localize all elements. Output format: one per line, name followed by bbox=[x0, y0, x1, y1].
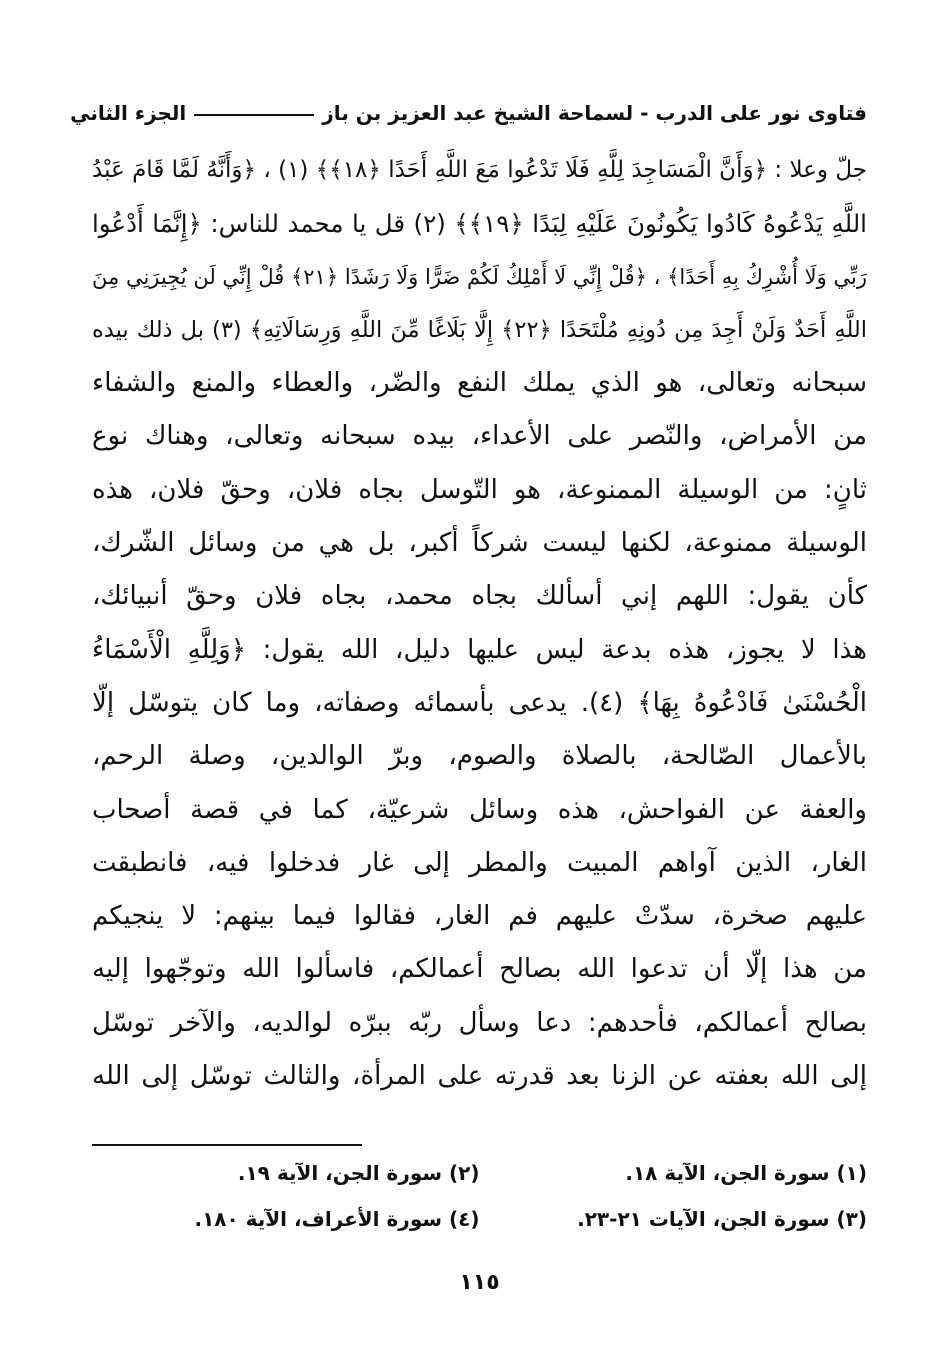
text-line: هذا لا يجوز، هذه بدعة ليس عليها دليل، الله يقول: ﴿وَلِلَّهِ الْأَسْمَاءُ bbox=[92, 634, 867, 665]
footnote-row bbox=[92, 1150, 867, 1196]
text-line: بصالح أعمالكم، فأحدهم: دعا وسأل ربّه ببرّه لوالديه، والآخر توسّل bbox=[92, 1007, 867, 1038]
book-page bbox=[70, 92, 867, 1312]
text-line: كأن يقول: اللهم إني أسألك بجاه محمد، بجاه فلان وحقّ أنبيائك، bbox=[92, 581, 867, 612]
text-line: اللَّهِ أَحَدٌ وَلَنْ أَجِدَ مِن دُونِهِ مُلْتَحَدًا ﴿٢٢﴾ إِلَّا بَلَاغًا مِّنَ اللَّهِ وَرِسَالَاتِهِ﴾ (٣) بل ذلك بيده bbox=[92, 316, 867, 343]
text-line: من الأمراض، والنّصر على الأعداء، بيده سبحانه وتعالى، وهناك نوع bbox=[92, 421, 867, 452]
text-line: ثانٍ: من الوسيلة الممنوعة، هو التّوسل بجاه فلان، وحقّ فلان، هذه bbox=[92, 474, 867, 505]
running-header bbox=[70, 92, 867, 134]
text-line: عليهم صخرة، سدّتْ عليهم فم الغار، فقالوا فيما بينهم: لا ينجيكم bbox=[92, 901, 867, 932]
text-line: جلّ وعلا : ﴿وَأَنَّ الْمَسَاجِدَ لِلَّهِ فَلَا تَدْعُوا مَعَ اللَّهِ أَحَدًا ﴿١٨﴾﴾ (١) ، ﴿وَأَنَّهُ لَمَّا قَامَ عَبْدُ bbox=[92, 157, 867, 183]
text-line: الغار، الذين آواهم المبيت والمطر إلى غار فدخلوا فيه، فانطبقت bbox=[92, 847, 867, 878]
header-volume-label: الجزء الثاني bbox=[70, 101, 187, 125]
text-line: اللَّهِ يَدْعُوهُ كَادُوا يَكُونُونَ عَلَيْهِ لِبَدًا ﴿١٩﴾﴾ (٢) قل يا محمد للناس: ﴿إِنَّمَا أَدْعُوا bbox=[92, 209, 867, 239]
page-number: ١١٥ bbox=[459, 1270, 500, 1295]
header-separator-line bbox=[194, 114, 314, 116]
header-book-title: فتاوى نور على الدرب - لسماحة الشيخ عبد العزيز بن باز bbox=[322, 101, 867, 125]
text-line: رَبِّي وَلَا أُشْرِكُ بِهِ أَحَدًا﴾ ، ﴿قُلْ إِنِّي لَا أَمْلِكُ لَكُمْ ضَرًّا وَلَا رَشَدًا ﴿٢١﴾ قُلْ إِنِّي لَن يُجِيرَنِي مِنَ bbox=[92, 264, 867, 289]
text-line: الوسيلة ممنوعة، لكنها ليست شركاً أكبر، بل هي من وسائل الشّرك، bbox=[92, 528, 867, 559]
text-line: بالأعمال الصّالحة، بالصلاة والصوم، وبرّ الوالدين، وصلة الرحم، bbox=[92, 741, 867, 772]
text-line: إلى الله بعفته عن الزنا بعد قدرته على المرأة، والثالث توسّل إلى الله bbox=[92, 1061, 867, 1092]
text-line: والعفة عن الفواحش، هذه وسائل شرعيّة، كما في قصة أصحاب bbox=[92, 794, 867, 825]
footnote-separator bbox=[92, 1144, 362, 1146]
footnote-row bbox=[92, 1196, 867, 1242]
text-line: سبحانه وتعالى، هو الذي يملك النفع والضّر، والعطاء والمنع والشفاء bbox=[92, 368, 867, 399]
body-text bbox=[92, 144, 867, 1103]
header-book-title-group bbox=[186, 101, 867, 125]
footnote-3: (٣) سورة الجن، الآيات ٢١-٢٣. bbox=[577, 1207, 867, 1231]
footnotes bbox=[92, 1150, 867, 1242]
text-line: الْحُسْنَىٰ فَادْعُوهُ بِهَا﴾ (٤). يدعى بأسمائه وصفاته، وما كان يتوسّل إلّا bbox=[92, 687, 867, 718]
footnote-4: (٤) سورة الأعراف، الآية ١٨٠. bbox=[194, 1207, 480, 1231]
footnote-1: (١) سورة الجن، الآية ١٨. bbox=[625, 1161, 867, 1185]
text-line: من هذا إلّا أن تدعوا الله بصالح أعمالكم، فاسألوا الله وتوجّهوا إليه bbox=[92, 954, 867, 985]
footnote-2: (٢) سورة الجن، الآية ١٩. bbox=[237, 1161, 480, 1185]
